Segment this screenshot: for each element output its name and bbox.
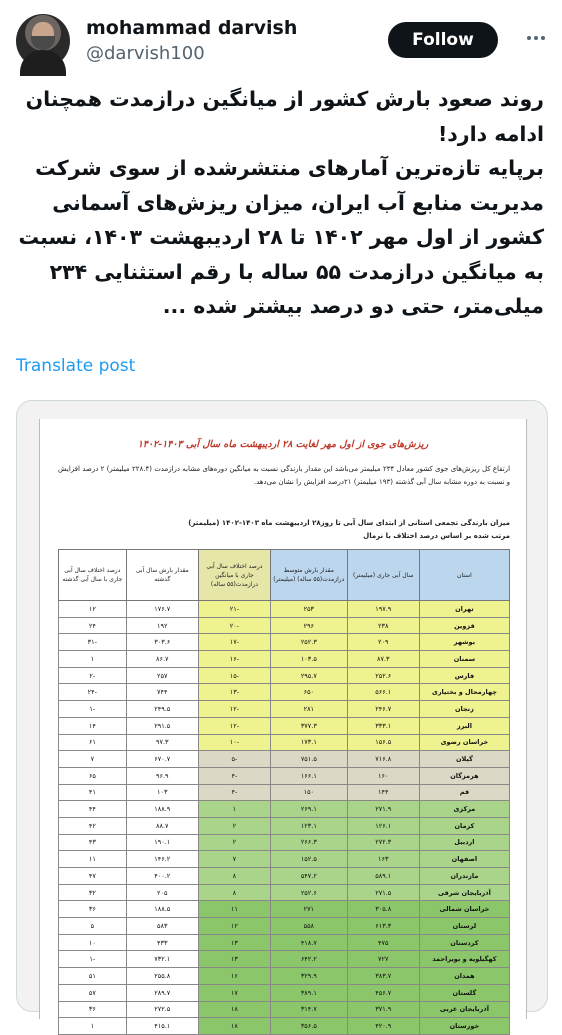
table-row [59, 951, 510, 968]
value-cell: ۲ [198, 817, 270, 834]
value-cell: ۷۴۴ [126, 684, 198, 701]
province-cell: مرکزی [419, 801, 509, 818]
value-cell: -۱۲ [198, 701, 270, 718]
value-cell: -۱ [59, 701, 127, 718]
province-cell: زنجان [419, 701, 509, 718]
post-header [0, 0, 562, 80]
value-cell: ۷۲۷ [347, 951, 419, 968]
value-cell: ۱۷۳.۱ [271, 734, 348, 751]
table-body [59, 601, 510, 1035]
value-cell: ۴۷ [59, 868, 127, 885]
table-row [59, 717, 510, 734]
value-cell: ۲۶۹.۱ [271, 801, 348, 818]
value-cell: -۳۱ [59, 634, 127, 651]
value-cell: ۲۷۲.۳ [347, 834, 419, 851]
value-cell: ۱۸ [198, 1001, 270, 1018]
rainfall-document [39, 419, 527, 1031]
value-cell: ۳۸۹.۱ [271, 984, 348, 1001]
table-row [59, 868, 510, 885]
value-cell: -۵ [198, 751, 270, 768]
value-cell: ۴۰۰.۲ [126, 868, 198, 885]
province-cell: آذربایجان غربی [419, 1001, 509, 1018]
table-row [59, 767, 510, 784]
value-cell: ۷۵۱.۵ [271, 751, 348, 768]
value-cell: ۱۹۲ [126, 617, 198, 634]
province-cell: چهارمحال و بختیاری [419, 684, 509, 701]
value-cell: ۳۳۳.۱ [347, 717, 419, 734]
document-title: ریزش‌های جوی از اول مهر لغایت ۲۸ اردیبهشت ماه سال آبی ۱۴۰۳-۱۴۰۲ [137, 439, 429, 450]
value-cell: ۲۸۱ [271, 701, 348, 718]
value-cell: ۶۱۳.۳ [347, 918, 419, 935]
value-cell: ۱۴۶.۲ [126, 851, 198, 868]
document-paragraph: ارتفاع کل ریزش‌های جوی کشور معادل ۲۳۴ میلیمتر می‌باشد این مقدار بارندگی نسبت به میانگین دوره‌های مشابه درازمدت (۲۲۸.۴ میلیمتر) ۲ درصد افزایش و نسبت به دوره مشابه سال آبی گذشته (۱۹۳ میلیمتر) ۲۱درصد افزایش را نشان می‌دهد. [58, 465, 511, 486]
value-cell: ۱ [198, 801, 270, 818]
value-cell: ۲۴ [59, 617, 127, 634]
value-cell: ۶۷۰.۷ [126, 751, 198, 768]
value-cell: ۵۱ [59, 968, 127, 985]
value-cell: ۱۲۳.۱ [271, 817, 348, 834]
table-row [59, 784, 510, 801]
value-cell: ۴۷۵ [347, 934, 419, 951]
table-row [59, 751, 510, 768]
value-cell: ۱۳ [198, 951, 270, 968]
value-cell: ۱۶۶.۱ [271, 767, 348, 784]
translate-post-link[interactable]: Translate post [16, 356, 136, 376]
value-cell: ۶۵۰ [271, 684, 348, 701]
value-cell: ۱۴۴ [347, 784, 419, 801]
value-cell: -۱۷ [198, 634, 270, 651]
province-cell: سمنان [419, 651, 509, 668]
author-name[interactable]: mohammad darvish [86, 17, 298, 39]
province-cell: اردبیل [419, 834, 509, 851]
province-cell: گیلان [419, 751, 509, 768]
value-cell: ۵۶۶.۱ [347, 684, 419, 701]
value-cell: ۲۴۹.۵ [126, 701, 198, 718]
value-cell: -۱۲ [198, 717, 270, 734]
value-cell: ۱۷۶.۷ [126, 601, 198, 618]
column-header: مقدار بارش سال آبی گذشته [126, 550, 198, 601]
value-cell: ۱۵۶.۵ [347, 734, 419, 751]
value-cell: ۴۱ [59, 784, 127, 801]
rainfall-table [58, 549, 510, 1035]
value-cell: ۱۰ [59, 934, 127, 951]
table-row [59, 934, 510, 951]
value-cell: ۱۰۳.۵ [271, 651, 348, 668]
table-row [59, 851, 510, 868]
value-cell: ۴۳۳ [126, 934, 198, 951]
province-cell: هرمزگان [419, 767, 509, 784]
value-cell: ۷۳۲.۱ [126, 951, 198, 968]
value-cell: ۵۴۷.۲ [271, 868, 348, 885]
value-cell: ۲۳۸ [347, 617, 419, 634]
value-cell: ۸ [198, 884, 270, 901]
post-text [14, 82, 544, 324]
value-cell: ۱۴ [59, 717, 127, 734]
value-cell: ۱۲ [198, 918, 270, 935]
value-cell: ۲۷۱.۹ [347, 801, 419, 818]
value-cell: ۴۲۰.۹ [347, 1018, 419, 1035]
column-header: مقدار بارش متوسط درازمدت(۵۵ ساله) (میلیمتر) [271, 550, 348, 601]
value-cell: ۱۵۲.۵ [271, 851, 348, 868]
value-cell: ۲۵۷ [126, 667, 198, 684]
avatar[interactable] [16, 14, 70, 68]
value-cell: ۳۷۱.۹ [347, 1001, 419, 1018]
value-cell: -۱۳ [198, 684, 270, 701]
province-cell: لرستان [419, 918, 509, 935]
value-cell: ۱۶۳ [347, 851, 419, 868]
province-cell: قزوین [419, 617, 509, 634]
table-row [59, 601, 510, 618]
value-cell: ۱ [59, 1018, 127, 1035]
follow-button[interactable]: Follow [388, 22, 498, 58]
province-cell: فارس [419, 667, 509, 684]
value-cell: -۴ [198, 767, 270, 784]
post-paragraph: روند صعود بارش کشور از میانگین درازمدت همچنان ادامه دارد! [25, 87, 544, 146]
table-row [59, 634, 510, 651]
value-cell: -۲۰ [198, 617, 270, 634]
value-cell: ۱۹۰.۱ [126, 834, 198, 851]
value-cell: ۵۵۸ [271, 918, 348, 935]
avatar-body [20, 50, 66, 76]
value-cell: ۳۰۳.۶ [126, 634, 198, 651]
value-cell: ۲ [198, 834, 270, 851]
value-cell: ۲۷۱.۵ [347, 884, 419, 901]
value-cell: ۶۴۲.۲ [271, 951, 348, 968]
value-cell: -۱۰ [198, 734, 270, 751]
table-caption: میزان بارندگی تجمعی استانی از ابتدای سال آبی تا روز۲۸ اردیبهشت ماه ۱۴۰۳-۱۴۰۲ (میلیمتر) [188, 519, 510, 527]
column-header: استان [419, 550, 509, 601]
value-cell: ۳۱۴.۷ [271, 1001, 348, 1018]
table-row [59, 817, 510, 834]
value-cell: ۱۰۳ [126, 784, 198, 801]
province-cell: کرمان [419, 817, 509, 834]
table-header-row [59, 550, 510, 601]
value-cell: -۲۱ [198, 601, 270, 618]
value-cell: ۱۱ [59, 851, 127, 868]
province-cell: خراسان رضوی [419, 734, 509, 751]
value-cell: ۱۸۸.۹ [126, 801, 198, 818]
table-row [59, 801, 510, 818]
table-row [59, 734, 510, 751]
value-cell: ۳۲۹.۹ [271, 968, 348, 985]
value-cell: ۷ [59, 751, 127, 768]
table-row [59, 651, 510, 668]
value-cell: ۱ [59, 651, 127, 668]
province-cell: کهگیلویه و بویراحمد [419, 951, 509, 968]
value-cell: ۱۶۰ [347, 767, 419, 784]
table-row [59, 901, 510, 918]
value-cell: ۱۳ [198, 934, 270, 951]
value-cell: ۹۷.۳ [126, 734, 198, 751]
value-cell: ۴۵۶.۷ [347, 984, 419, 1001]
value-cell: ۸ [198, 868, 270, 885]
value-cell: ۲۵۳ [271, 601, 348, 618]
value-cell: ۶۱ [59, 734, 127, 751]
column-header: درصد اختلاف سال آبی جاری با میانگین درازمدت(۵۵ ساله) [198, 550, 270, 601]
column-header: درصد اختلاف سال آبی جاری با سال آبی گذشته [59, 550, 127, 601]
column-header: سال آبی جاری (میلیمتر) [347, 550, 419, 601]
value-cell: ۱۸ [198, 1018, 270, 1035]
province-cell: بوشهر [419, 634, 509, 651]
province-cell: خوزستان [419, 1018, 509, 1035]
table-row [59, 701, 510, 718]
value-cell: ۳۵۶.۵ [271, 1018, 348, 1035]
value-cell: ۳۲ [59, 884, 127, 901]
author-handle[interactable]: @darvish100 [86, 43, 205, 64]
province-cell: آذربایجان شرقی [419, 884, 509, 901]
value-cell: ۲۵۵.۸ [126, 968, 198, 985]
document-subtitle [58, 517, 510, 543]
value-cell: ۲۹۱.۵ [126, 717, 198, 734]
value-cell: ۵ [59, 918, 127, 935]
value-cell: ۵۸۳ [126, 918, 198, 935]
post-paragraph: برپایه تازه‌ترین آمارهای منتشرشده از سوی شرکت مدیریت منابع آب ایران، میزان ریزش‌های آسمانی کشور از اول مهر ۱۴۰۲ تا ۲۸ اردیبهشت ۱۴۰۳، نسبت به میانگین درازمدت ۵۵ ساله با رقم استثنایی ۲۳۴ میلی‌متر، حتی دو درصد بیشتر شده ... [18, 156, 544, 318]
table-row [59, 918, 510, 935]
value-cell: ۱۱ [198, 901, 270, 918]
value-cell: ۴۴ [59, 801, 127, 818]
table-row [59, 834, 510, 851]
province-cell: اصفهان [419, 851, 509, 868]
value-cell: ۷۱۶.۸ [347, 751, 419, 768]
table-row [59, 617, 510, 634]
avatar-beard [31, 36, 55, 50]
value-cell: -۱۶ [198, 651, 270, 668]
post-image[interactable] [16, 400, 548, 1031]
value-cell: ۲۵۲.۶ [271, 884, 348, 901]
value-cell: ۳۶ [59, 901, 127, 918]
table-row [59, 1001, 510, 1018]
province-cell: گلستان [419, 984, 509, 1001]
value-cell: ۲۰۹ [347, 634, 419, 651]
value-cell: ۲۷۱ [271, 901, 348, 918]
table-row [59, 984, 510, 1001]
value-cell: ۱۹۷.۹ [347, 601, 419, 618]
value-cell: ۴۱۸.۷ [271, 934, 348, 951]
value-cell: ۸۸.۷ [126, 817, 198, 834]
table-row [59, 684, 510, 701]
province-cell: البرز [419, 717, 509, 734]
value-cell: ۴۱۵.۱ [126, 1018, 198, 1035]
value-cell: ۲۵۲.۳ [271, 634, 348, 651]
value-cell: -۱ [59, 951, 127, 968]
value-cell: ۹۶.۹ [126, 767, 198, 784]
table-row [59, 884, 510, 901]
value-cell: ۵۷ [59, 984, 127, 1001]
value-cell: ۸۷.۳ [347, 651, 419, 668]
value-cell: ۵۸۹.۱ [347, 868, 419, 885]
value-cell: ۲۰۵ [126, 884, 198, 901]
value-cell: ۲۸۹.۷ [126, 984, 198, 1001]
value-cell: ۶۵ [59, 767, 127, 784]
value-cell: ۱۵۰ [271, 784, 348, 801]
province-cell: مازندران [419, 868, 509, 885]
value-cell: ۳۶ [59, 1001, 127, 1018]
value-cell: ۳۸۳.۷ [347, 968, 419, 985]
value-cell: ۱۶ [198, 968, 270, 985]
province-cell: کردستان [419, 934, 509, 951]
province-cell: همدان [419, 968, 509, 985]
value-cell: -۱۵ [198, 667, 270, 684]
value-cell: ۴۲ [59, 817, 127, 834]
value-cell: ۱۷ [198, 984, 270, 1001]
table-row [59, 968, 510, 985]
value-cell: ۱۸۸.۵ [126, 901, 198, 918]
value-cell: -۲۴ [59, 684, 127, 701]
table-row [59, 667, 510, 684]
value-cell: ۲۷۲.۵ [126, 1001, 198, 1018]
value-cell: ۱۲۶.۱ [347, 817, 419, 834]
value-cell: ۲۵۲.۶ [347, 667, 419, 684]
value-cell: ۲۴۶.۷ [347, 701, 419, 718]
value-cell: -۲ [59, 667, 127, 684]
value-cell: ۲۶۶.۳ [271, 834, 348, 851]
province-cell: خراسان شمالی [419, 901, 509, 918]
value-cell: ۳۰۵.۸ [347, 901, 419, 918]
province-cell: تهران [419, 601, 509, 618]
table-row [59, 1018, 510, 1035]
value-cell: ۱۲ [59, 601, 127, 618]
value-cell: ۳۷۷.۳ [271, 717, 348, 734]
value-cell: ۸۶.۷ [126, 651, 198, 668]
value-cell: ۴۳ [59, 834, 127, 851]
province-cell: قم [419, 784, 509, 801]
value-cell: ۲۹۵.۷ [271, 667, 348, 684]
table-sort-note: مرتب شده بر اساس درصد اختلاف با نرمال [363, 532, 510, 540]
value-cell: -۴ [198, 784, 270, 801]
more-dots-icon[interactable] [522, 26, 550, 54]
value-cell: ۲۹۶ [271, 617, 348, 634]
value-cell: ۷ [198, 851, 270, 868]
